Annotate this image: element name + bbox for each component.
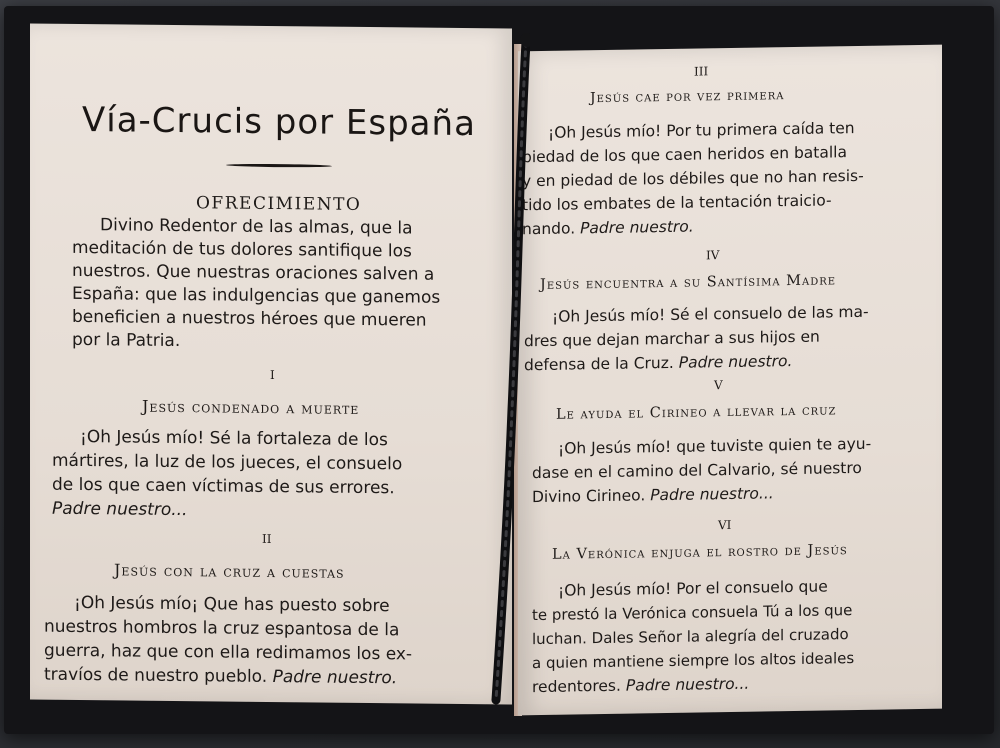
offering-line: meditación de tus dolores santifique los xyxy=(72,237,412,262)
station-closing: Padre nuestro... xyxy=(52,498,188,521)
station-heading: Jesús cae por vez primera xyxy=(590,87,785,107)
station-heading: Jesús encuentra a su Santísima Madre xyxy=(540,272,837,293)
page-title: Vía-Crucis por España xyxy=(82,100,476,145)
station-line: de los que caen víctimas de sus errores. xyxy=(52,474,395,499)
station-line: dase en el camino del Calvario, sé nuestro xyxy=(532,458,862,483)
station-line: ¡Oh Jesús mío¡ Que has puesto sobre xyxy=(74,592,390,617)
station-line-last xyxy=(532,672,749,699)
station-line: nuestros hombros la cruz espantosa de la xyxy=(44,616,400,641)
station-numeral: I xyxy=(270,367,275,383)
station-last-line-text: nando. xyxy=(522,219,576,239)
station-line-last xyxy=(44,664,397,691)
station-heading: Jesús condenado a muerte xyxy=(142,396,360,418)
right-page xyxy=(518,45,942,716)
binding-cord xyxy=(490,30,530,720)
station-numeral: IV xyxy=(706,248,720,263)
station-line: tido los embates de la tentación traicio- xyxy=(522,191,832,215)
offering-line: beneficien a nuestros héroes que mueren xyxy=(72,306,427,331)
station-line: ¡Oh Jesús mío! Sé el consuelo de las ma- xyxy=(552,302,869,326)
station-line-last xyxy=(524,349,792,377)
station-last-line-text: redentores. xyxy=(532,676,621,697)
offering-line: Divino Redentor de las almas, que la xyxy=(100,215,413,239)
station-closing: Padre nuestro. xyxy=(580,217,694,238)
station-line: guerra, haz que con ella redimamos los ex- xyxy=(44,640,413,665)
station-heading: Jesús con la cruz a cuestas xyxy=(114,560,345,582)
station-closing: Padre nuestro. xyxy=(678,352,793,372)
station-numeral: VI xyxy=(718,517,732,533)
station-line-last xyxy=(522,215,694,242)
station-line: mártires, la luz de los jueces, el consuelo xyxy=(52,450,403,475)
station-numeral: III xyxy=(694,64,709,79)
station-closing: Padre nuestro... xyxy=(625,674,750,695)
station-heading: La Verónica enjuga el rostro de Jesús xyxy=(552,542,848,563)
station-line: a quien mantiene siempre los altos ideales xyxy=(532,649,855,673)
station-line: ¡Oh Jesús mío! que tuviste quien te ayu- xyxy=(558,434,872,458)
offering-line: por la Patria. xyxy=(72,329,181,352)
station-numeral: V xyxy=(714,378,723,393)
station-last-line-text: defensa de la Cruz. xyxy=(524,353,674,375)
offering-line: nuestros. Que nuestras oraciones salven a xyxy=(72,260,435,285)
station-line: piedad de los que caen heridos en batalla xyxy=(522,143,847,167)
station-closing: Padre nuestro... xyxy=(650,484,774,505)
station-last-line-text: Divino Cirineo. xyxy=(532,486,646,507)
station-closing: Padre nuestro. xyxy=(272,667,398,689)
station-line: ¡Oh Jesús mío! Por tu primera caída ten xyxy=(548,119,855,142)
station-line: luchan. Dales Señor la alegría del cruzado xyxy=(532,625,849,649)
offering-line: España: que las indulgencias que ganemos xyxy=(72,283,441,308)
station-line: ¡Oh Jesús mío! Por el consuelo que xyxy=(558,577,828,600)
offering-heading: OFRECIMIENTO xyxy=(196,193,362,215)
station-line: dres que dejan marchar a sus hijos en xyxy=(524,327,820,351)
station-line: ¡Oh Jesús mío! Sé la fortaleza de los xyxy=(80,426,388,451)
station-line-last xyxy=(532,481,774,509)
title-ornament-rule xyxy=(226,164,332,168)
station-line: te prestó la Verónica consuela Tú a los que xyxy=(532,601,853,625)
left-page xyxy=(30,23,512,704)
station-numeral: II xyxy=(262,531,272,547)
station-last-line-text: travíos de nuestro pueblo. xyxy=(44,664,268,687)
station-line: y en piedad de los débiles que no han resis- xyxy=(522,166,864,191)
station-heading: Le ayuda el Cirineo a llevar la cruz xyxy=(556,402,837,423)
